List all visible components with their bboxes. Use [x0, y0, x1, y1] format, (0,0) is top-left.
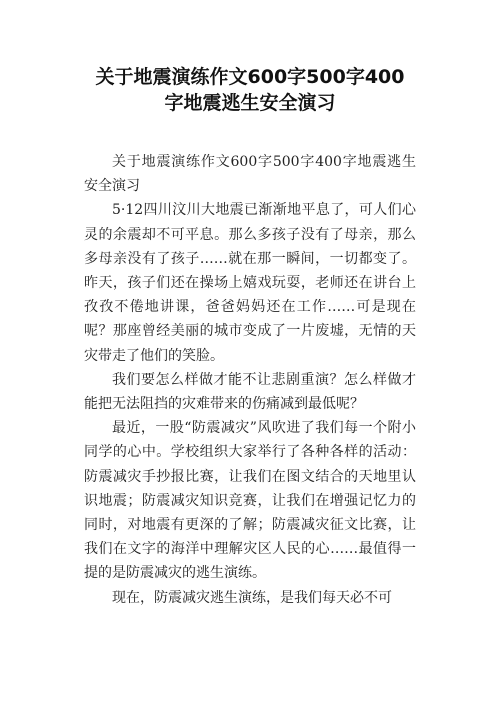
- document-title: [60, 64, 440, 116]
- paragraph-3: 最近，一股“防震减灾”风吹进了我们每一个附小同学的心中。学校组织大家举行了各种各样的活动：防震减灾手抄报比赛，让我们在图文结合的天地里认识地震；防震减灾知识竞赛，让我们在增强记忆力的同时，对地震有更深的了解；防震减灾征文比赛，让我们在文字的海洋中理解灾区人民的心……最值得一提的是防震减灾的逃生演练。: [84, 420, 416, 582]
- document-body: [84, 150, 416, 610]
- paragraph-1: 5·12四川汶川大地震已渐渐地平息了，可人们心灵的余震却不可平息。那么多孩子没有了母亲，那么多母亲没有了孩子……就在那一瞬间，一切都变了。昨天，孩子们还在操场上嬉戏玩耍，老师还在讲台上孜孜不倦地讲课，爸爸妈妈还在工作……可是现在呢？那座曾经美丽的城市变成了一片废墟，无情的天灾带走了他们的笑脸。: [84, 202, 416, 364]
- paragraph-2: 我们要怎么样做才能不让悲剧重演？怎么样做才能把无法阻挡的灾难带来的伤痛减到最低呢？: [84, 371, 416, 413]
- title-line-2: 字地震逃生安全演习: [164, 92, 336, 114]
- paragraph-subtitle: 关于地震演练作文600字500字400字地震逃生安全演习: [84, 154, 416, 195]
- paragraph-4: 现在，防震减灾逃生演练，是我们每天必不可: [112, 589, 392, 606]
- title-line-1: 关于地震演练作文600字500字400: [95, 66, 405, 88]
